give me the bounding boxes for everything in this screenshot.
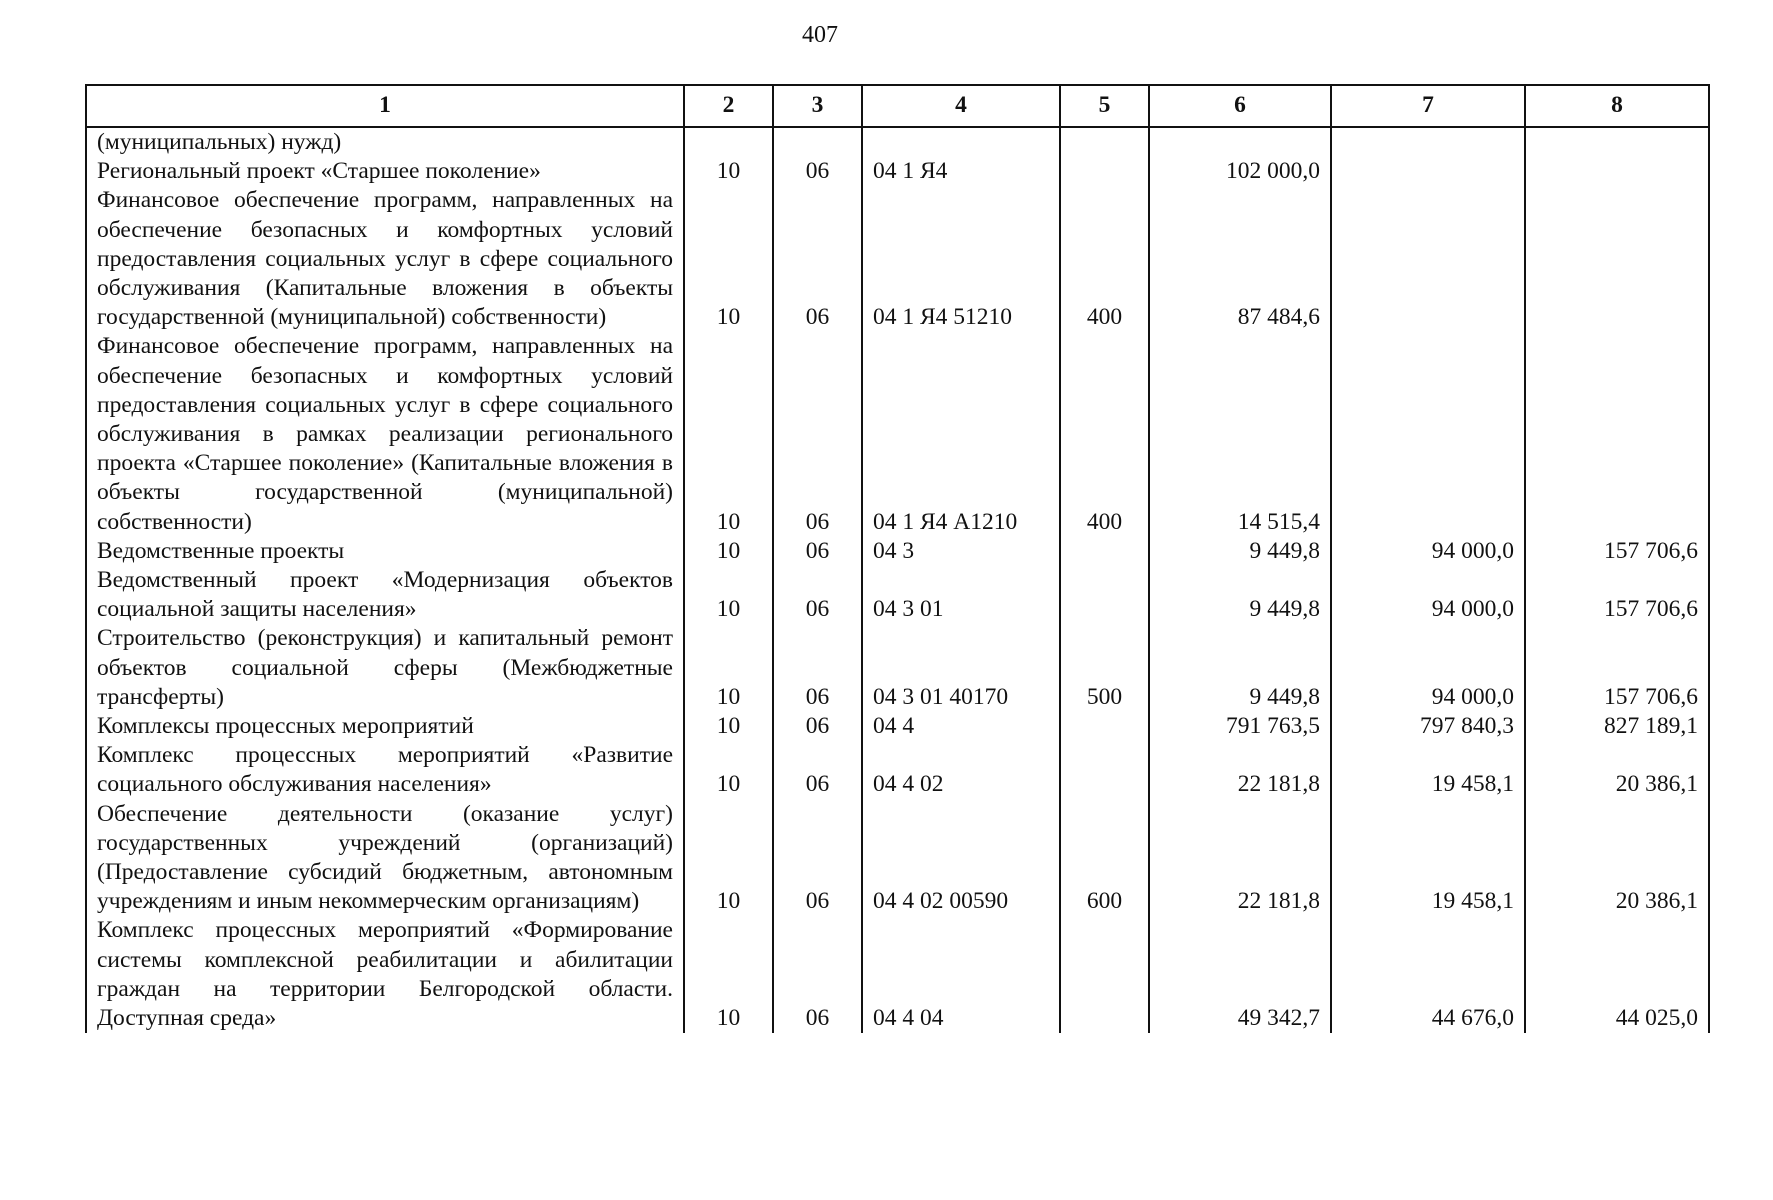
row-expense-type [1060,566,1149,624]
row-target-code: 04 4 [862,712,1060,741]
row-amount-col8: 20 386,1 [1525,800,1709,917]
row-amount-col8: 44 025,0 [1525,916,1709,1033]
row-expense-type [1060,157,1149,186]
row-amount-col6: 14 515,4 [1149,332,1331,536]
row-amount-col6: 9 449,8 [1149,624,1331,712]
row-amount-col8 [1525,332,1709,536]
row-target-code: 04 1 Я4 [862,157,1060,186]
row-name: Комплексы процессных мероприятий [86,712,684,741]
row-amount-col6: 102 000,0 [1149,157,1331,186]
row-name: Обеспечение деятельности (оказание услуг) государственных учреждений (организаций) (Предоставление субсидий бюджетным, автономным учреждениям и иным некоммерческим организациям) [86,800,684,917]
header-col-2: 2 [684,85,773,127]
row-amount-col7: 94 000,0 [1331,566,1525,624]
row-amount-col8: 157 706,6 [1525,537,1709,566]
row-expense-type [1060,916,1149,1033]
row-subsection: 06 [773,332,862,536]
row-amount-col6: 22 181,8 [1149,800,1331,917]
row-subsection: 06 [773,624,862,712]
row-name: Финансовое обеспечение программ, направленных на обеспечение безопасных и комфортных условий предоставления социальных услуг в сфере социального обслуживания (Капитальные вложения в объекты государственной (муниципальной) собственности) [86,186,684,332]
row-target-code: 04 4 02 00590 [862,800,1060,917]
row-name: Строительство (реконструкция) и капитальный ремонт объектов социальной сферы (Межбюджетные трансферты) [86,624,684,712]
row-amount-col6: 791 763,5 [1149,712,1331,741]
table-row [86,741,1709,799]
row-target-code: 04 4 04 [862,916,1060,1033]
row-expense-type [1060,712,1149,741]
row-name: Ведомственный проект «Модернизация объектов социальной защиты населения» [86,566,684,624]
row-amount-col6 [1149,127,1331,157]
row-amount-col6: 87 484,6 [1149,186,1331,332]
row-amount-col8: 20 386,1 [1525,741,1709,799]
table-row [86,566,1709,624]
table-row [86,712,1709,741]
table-row [86,916,1709,1033]
row-amount-col6: 9 449,8 [1149,566,1331,624]
row-amount-col8: 157 706,6 [1525,624,1709,712]
row-name: Комплекс процессных мероприятий «Развитие социального обслуживания населения» [86,741,684,799]
row-amount-col7 [1331,127,1525,157]
table-row [86,332,1709,536]
row-section: 10 [684,624,773,712]
row-section: 10 [684,712,773,741]
row-expense-type: 500 [1060,624,1149,712]
row-amount-col7: 797 840,3 [1331,712,1525,741]
row-subsection: 06 [773,566,862,624]
row-amount-col8: 157 706,6 [1525,566,1709,624]
row-expense-type: 400 [1060,186,1149,332]
row-expense-type [1060,741,1149,799]
header-col-5: 5 [1060,85,1149,127]
budget-table [85,84,1710,1033]
row-section: 10 [684,157,773,186]
row-amount-col6: 22 181,8 [1149,741,1331,799]
header-col-3: 3 [773,85,862,127]
row-subsection: 06 [773,712,862,741]
row-amount-col7: 94 000,0 [1331,537,1525,566]
row-amount-col7 [1331,157,1525,186]
row-target-code: 04 1 Я4 51210 [862,186,1060,332]
row-name: Финансовое обеспечение программ, направленных на обеспечение безопасных и комфортных условий предоставления социальных услуг в сфере социального обслуживания в рамках реализации регионального проекта «Старшее поколение» (Капитальные вложения в объекты государственной (муниципальной) собственности) [86,332,684,536]
row-section: 10 [684,741,773,799]
row-amount-col8: 827 189,1 [1525,712,1709,741]
row-subsection: 06 [773,537,862,566]
row-section: 10 [684,537,773,566]
header-col-6: 6 [1149,85,1331,127]
row-section [684,127,773,157]
row-expense-type: 400 [1060,332,1149,536]
row-amount-col8 [1525,127,1709,157]
row-target-code: 04 1 Я4 А1210 [862,332,1060,536]
row-amount-col7: 19 458,1 [1331,741,1525,799]
row-name: Региональный проект «Старшее поколение» [86,157,684,186]
row-subsection: 06 [773,186,862,332]
row-target-code [862,127,1060,157]
row-amount-col8 [1525,186,1709,332]
table-row [86,186,1709,332]
row-target-code: 04 3 01 [862,566,1060,624]
row-section: 10 [684,332,773,536]
header-col-7: 7 [1331,85,1525,127]
row-target-code: 04 4 02 [862,741,1060,799]
header-row [86,85,1709,127]
row-subsection [773,127,862,157]
row-section: 10 [684,566,773,624]
table-row [86,624,1709,712]
row-expense-type [1060,537,1149,566]
row-section: 10 [684,186,773,332]
row-amount-col7: 94 000,0 [1331,624,1525,712]
table-row [86,127,1709,157]
row-expense-type [1060,127,1149,157]
row-amount-col7: 19 458,1 [1331,800,1525,917]
row-amount-col7 [1331,332,1525,536]
header-col-1: 1 [86,85,684,127]
row-amount-col6: 49 342,7 [1149,916,1331,1033]
row-amount-col6: 9 449,8 [1149,537,1331,566]
page-number: 407 [802,22,838,48]
table-row [86,157,1709,186]
row-target-code: 04 3 01 40170 [862,624,1060,712]
row-expense-type: 600 [1060,800,1149,917]
row-section: 10 [684,800,773,917]
row-subsection: 06 [773,741,862,799]
row-section: 10 [684,916,773,1033]
table-row [86,537,1709,566]
row-amount-col7 [1331,186,1525,332]
row-subsection: 06 [773,916,862,1033]
row-subsection: 06 [773,157,862,186]
row-name: Комплекс процессных мероприятий «Формирование системы комплексной реабилитации и абилитации граждан на территории Белгородской области. Доступная среда» [86,916,684,1033]
row-amount-col7: 44 676,0 [1331,916,1525,1033]
row-target-code: 04 3 [862,537,1060,566]
table-row [86,800,1709,917]
row-amount-col8 [1525,157,1709,186]
header-col-4: 4 [862,85,1060,127]
header-col-8: 8 [1525,85,1709,127]
row-subsection: 06 [773,800,862,917]
row-name: (муниципальных) нужд) [86,127,684,157]
row-name: Ведомственные проекты [86,537,684,566]
